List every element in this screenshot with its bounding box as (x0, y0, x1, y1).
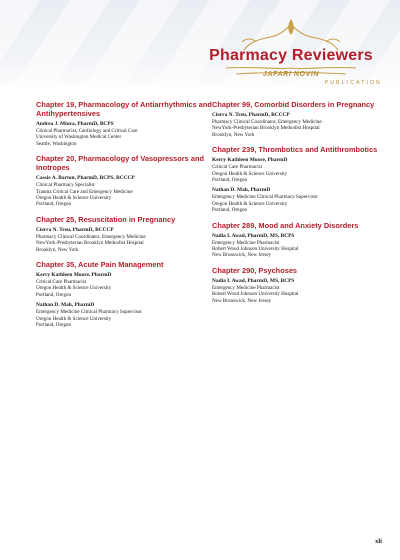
affiliation-line: Trauma Critical Care and Emergency Medicine (36, 188, 133, 195)
chapter-title: Chapter 35, Acute Pain Management (36, 260, 164, 270)
contributor (212, 112, 392, 138)
publisher-logo (196, 18, 386, 98)
chapter-entry (36, 215, 216, 253)
left-column (36, 100, 216, 336)
affiliation-line: Clinical Pharmacy Specialist (36, 182, 95, 189)
contributor-name: Cassie A. Barton, PharmD, BCPS, BCCCP (36, 175, 135, 182)
contributor (36, 227, 216, 253)
right-column (212, 100, 392, 311)
affiliation-line: Seattle, Washington (36, 140, 77, 147)
affiliation-line: University of Washington Medical Center (36, 134, 122, 141)
contributor-name: Nadia I. Awad, PharmD, MS, BCPS (212, 277, 295, 284)
contributor (212, 187, 392, 213)
chapter-title: Chapter 239, Thrombotics and Antithrombotics (212, 145, 378, 155)
affiliation-line: New Brunswick, New Jersey (212, 297, 272, 304)
affiliation-line: New Brunswick, New Jersey (212, 252, 272, 259)
affiliation-line: Emergency Medicine Clinical Pharmacy Supervisor (212, 194, 318, 201)
affiliation-line: Emergency Medicine Pharmacist (212, 284, 280, 291)
affiliation-line: Critical Care Pharmacist (212, 164, 263, 171)
affiliation-line: Oregon Health & Science University (212, 200, 288, 207)
chapter-title: Chapter 99, Comorbid Disorders in Pregnancy (212, 100, 375, 109)
contributor-name: Nadia I. Awad, PharmD, MS, BCPS (212, 232, 295, 239)
contributor-name: Nathan D. Mah, PharmD (36, 302, 95, 309)
affiliation-line: NewYork-Presbyterian Brooklyn Methodist Hospital (36, 240, 144, 247)
chapter-title: Chapter 25, Resuscitation in Pregnancy (36, 214, 176, 224)
affiliation-line: Pharmacy Clinical Coordinator, Emergency Medicine (36, 233, 146, 240)
affiliation-line: Portland, Oregon (36, 201, 72, 208)
affiliation-line: Pharmacy Clinical Coordinator, Emergency Medicine (212, 119, 322, 125)
brand-subtitle: JAFARI NOVIN (262, 71, 320, 78)
affiliation-line: Emergency Medicine Clinical Pharmacy Supervisor (36, 309, 142, 316)
chapter-title: Chapter 20, Pharmacology of Vasopressors and Inotropes (36, 154, 204, 173)
brand-title: Pharmacy Reviewers (209, 47, 373, 64)
affiliation-line: Robert Wood Johnson University Hospital (212, 291, 299, 298)
contributor-name: Nathan D. Mah, PharmD (212, 187, 271, 194)
chapter-entry (36, 154, 216, 208)
affiliation-line: Critical Care Pharmacist (36, 279, 87, 286)
affiliation-line: Robert Wood Johnson University Hospital (212, 246, 299, 253)
chapter-entry (212, 100, 392, 138)
contributor-name: Andrea J. Miura, PharmD, BCPS (36, 121, 114, 127)
brand-tagline: PUBLICATION (324, 80, 382, 86)
affiliation-line: Portland, Oregon (212, 207, 248, 214)
affiliation-line: Oregon Health & Science University (36, 195, 112, 202)
affiliation-line: Portland, Oregon (36, 322, 72, 329)
affiliation-line: Brooklyn, New York (36, 246, 79, 253)
affiliation-line: Portland, Oregon (212, 177, 248, 184)
chapter-entry (212, 145, 392, 213)
page-number: xli (375, 538, 382, 545)
affiliation-line: Oregon Health & Science University (36, 315, 112, 322)
affiliation-line: Clinical Pharmacist, Cardiology and Critical Care (36, 128, 138, 134)
contributor (36, 272, 216, 298)
affiliation-line: Oregon Health & Science University (212, 170, 288, 177)
contributor (36, 175, 216, 208)
contributor-name: Kerry Kathleen Moore, PharmD (212, 157, 288, 164)
chapter-entry (36, 260, 216, 328)
affiliation-line: Oregon Health & Science University (36, 285, 112, 292)
affiliation-line: NewYork-Presbyterian Brooklyn Methodist Hospital (212, 125, 320, 132)
contributor-name: Cierra N. Treu, PharmD, BCCCP (36, 226, 114, 233)
chapter-entry (36, 100, 216, 147)
contributor-name: Kerry Kathleen Moore, PharmD (36, 272, 112, 279)
affiliation-line: Portland, Oregon (36, 291, 72, 298)
chapter-title: Chapter 289, Mood and Anxiety Disorders (212, 220, 359, 230)
chapter-title: Chapter 290, Psychoses (212, 265, 298, 275)
contributor-name: Cierra N. Treu, PharmD, BCCCP (212, 112, 290, 118)
chapter-entry (212, 221, 392, 259)
contributor (212, 233, 392, 259)
affiliation-line: Brooklyn, New York (212, 131, 255, 138)
contributor (36, 302, 216, 328)
affiliation-line: Emergency Medicine Pharmacist (212, 239, 280, 246)
contributor (212, 278, 392, 304)
chapter-title: Chapter 19, Pharmacology of Antiarrhythmics and Antihypertensives (36, 100, 212, 118)
chapter-entry (212, 266, 392, 304)
contributor (36, 121, 216, 147)
contributor (212, 157, 392, 183)
